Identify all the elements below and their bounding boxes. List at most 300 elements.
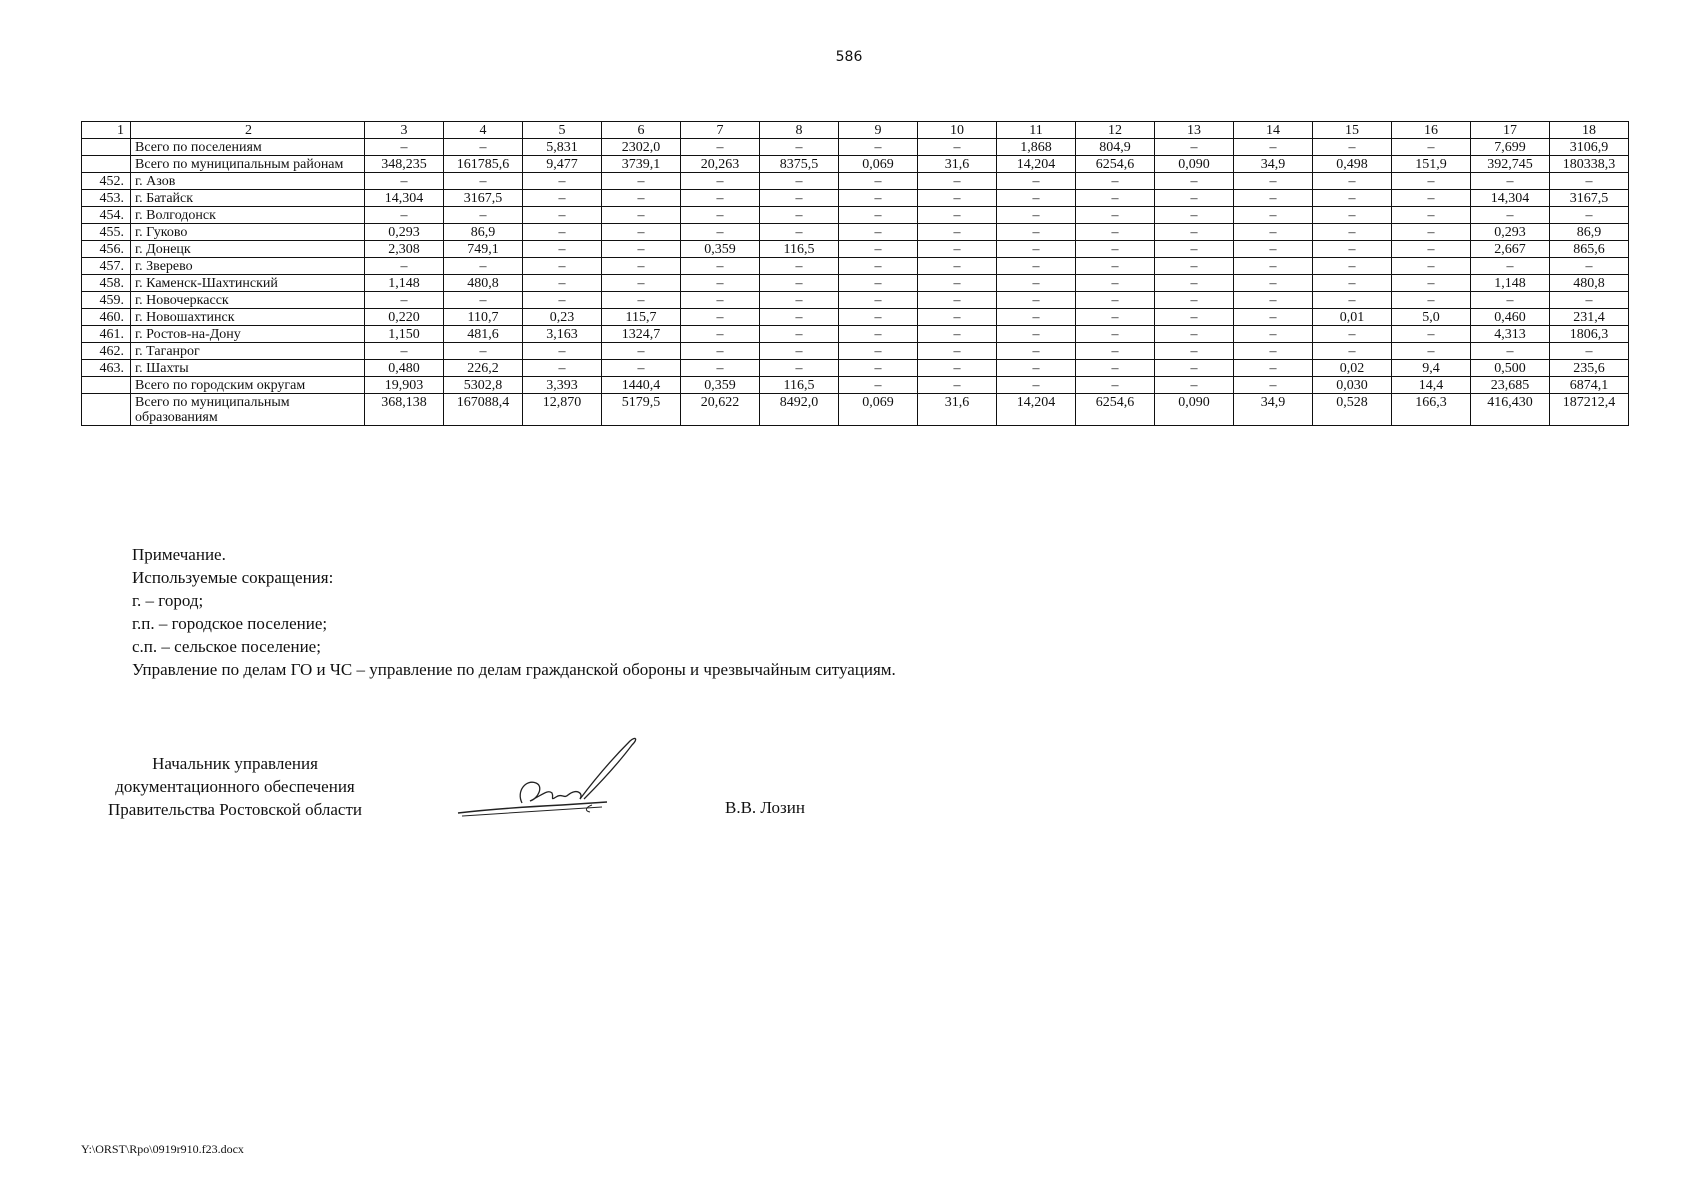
table-cell: – (1392, 207, 1471, 224)
table-cell: – (1234, 309, 1313, 326)
table-row (82, 139, 1629, 156)
table-cell: 480,8 (1550, 275, 1629, 292)
row-number: 456. (82, 241, 131, 258)
table-cell: – (523, 241, 602, 258)
table-cell: – (1234, 190, 1313, 207)
column-number: 10 (918, 122, 997, 139)
table-cell: – (523, 207, 602, 224)
table-cell: – (1234, 224, 1313, 241)
table-cell: 0,359 (681, 377, 760, 394)
table-cell: – (681, 224, 760, 241)
table-cell: – (839, 173, 918, 190)
table-cell: – (839, 292, 918, 309)
row-name: г. Новочеркасск (131, 292, 365, 309)
table-cell: – (1313, 139, 1392, 156)
table-cell: – (1471, 343, 1550, 360)
table-cell: – (1076, 207, 1155, 224)
table-cell: 3739,1 (602, 156, 681, 173)
table-cell: 226,2 (444, 360, 523, 377)
column-number: 6 (602, 122, 681, 139)
table-cell: – (760, 139, 839, 156)
table-cell: 392,745 (1471, 156, 1550, 173)
table-cell: – (1234, 343, 1313, 360)
row-name: Всего по муниципальным образованиям (131, 394, 365, 426)
table-row (82, 258, 1629, 275)
column-number: 4 (444, 122, 523, 139)
table-cell: – (1392, 139, 1471, 156)
table-cell: – (997, 190, 1076, 207)
column-number: 17 (1471, 122, 1550, 139)
column-number: 16 (1392, 122, 1471, 139)
table-cell: – (997, 309, 1076, 326)
table-cell: – (839, 258, 918, 275)
table-cell: – (997, 241, 1076, 258)
table-cell: – (918, 275, 997, 292)
row-name: г. Азов (131, 173, 365, 190)
table-cell: – (1313, 207, 1392, 224)
signatory-title-line: Правительства Ростовской области (108, 800, 362, 819)
table-cell: 19,903 (365, 377, 444, 394)
column-number: 12 (1076, 122, 1155, 139)
table-cell: – (760, 343, 839, 360)
table-cell: 0,090 (1155, 156, 1234, 173)
signer-name: В.В. Лозин (725, 798, 805, 817)
row-number: 462. (82, 343, 131, 360)
table-row (82, 275, 1629, 292)
table-cell: – (997, 258, 1076, 275)
table-cell: – (918, 139, 997, 156)
table-cell: 2302,0 (602, 139, 681, 156)
table-row (82, 241, 1629, 258)
table-cell: – (1471, 258, 1550, 275)
table-cell: – (1155, 326, 1234, 343)
table-cell: – (1392, 292, 1471, 309)
table-cell: – (1313, 275, 1392, 292)
notes-line: Управление по делам ГО и ЧС – управление по делам гражданской обороны и чрезвычайным ситуациям. (132, 660, 896, 679)
table-cell: – (1076, 360, 1155, 377)
table-cell: – (602, 241, 681, 258)
table-cell: 235,6 (1550, 360, 1629, 377)
table-cell: – (760, 292, 839, 309)
table-cell: – (365, 207, 444, 224)
column-number: 13 (1155, 122, 1234, 139)
row-name: г. Новошахтинск (131, 309, 365, 326)
table-cell: – (1234, 275, 1313, 292)
table-cell: 2,308 (365, 241, 444, 258)
table-cell: 86,9 (1550, 224, 1629, 241)
table-row (82, 292, 1629, 309)
row-number (82, 139, 131, 156)
table-cell: – (997, 173, 1076, 190)
table-cell: 481,6 (444, 326, 523, 343)
table-cell: – (1234, 292, 1313, 309)
table-row (82, 343, 1629, 360)
table-cell: – (1155, 173, 1234, 190)
table-cell: – (918, 173, 997, 190)
table-cell: – (681, 343, 760, 360)
table-row (82, 360, 1629, 377)
table-cell: – (1234, 258, 1313, 275)
table-cell: 14,204 (997, 394, 1076, 426)
table-cell: 5179,5 (602, 394, 681, 426)
row-name: г. Таганрог (131, 343, 365, 360)
table-cell: 1,148 (365, 275, 444, 292)
table-cell: – (1234, 139, 1313, 156)
column-number: 18 (1550, 122, 1629, 139)
page-number: 586 (835, 49, 863, 65)
table-cell: 3167,5 (444, 190, 523, 207)
table-cell: – (760, 360, 839, 377)
table-cell: 180338,3 (1550, 156, 1629, 173)
table-cell: – (997, 343, 1076, 360)
table-cell: – (1313, 258, 1392, 275)
table-cell: 7,699 (1471, 139, 1550, 156)
row-number: 457. (82, 258, 131, 275)
table-cell: – (1234, 207, 1313, 224)
table-cell: – (1076, 326, 1155, 343)
table-cell: – (444, 343, 523, 360)
table-cell: 14,304 (365, 190, 444, 207)
table-cell: 865,6 (1550, 241, 1629, 258)
table-cell: 0,293 (365, 224, 444, 241)
table-cell: – (444, 258, 523, 275)
table-cell: – (523, 173, 602, 190)
table-cell: 416,430 (1471, 394, 1550, 426)
column-number: 7 (681, 122, 760, 139)
table-cell: – (918, 326, 997, 343)
table-cell: – (1155, 360, 1234, 377)
table-cell: 1,150 (365, 326, 444, 343)
table-cell: – (602, 173, 681, 190)
table-cell: 6254,6 (1076, 156, 1155, 173)
table-row (82, 190, 1629, 207)
table-cell: – (839, 343, 918, 360)
table-row (82, 326, 1629, 343)
table-cell: – (602, 224, 681, 241)
table-cell: 2,667 (1471, 241, 1550, 258)
column-number: 1 (82, 122, 131, 139)
table-cell: – (997, 326, 1076, 343)
table-cell: – (1234, 377, 1313, 394)
row-name: г. Зверево (131, 258, 365, 275)
notes (132, 543, 896, 681)
table-cell: – (602, 190, 681, 207)
table-cell: – (1550, 173, 1629, 190)
table-cell: – (1076, 377, 1155, 394)
table-cell: – (918, 343, 997, 360)
table-row (82, 207, 1629, 224)
table-cell: 3106,9 (1550, 139, 1629, 156)
table-cell: 231,4 (1550, 309, 1629, 326)
table-cell: – (839, 275, 918, 292)
table-cell: – (1155, 258, 1234, 275)
table-cell: 348,235 (365, 156, 444, 173)
table-cell: 86,9 (444, 224, 523, 241)
notes-line: г. – город; (132, 591, 204, 610)
table-cell: 9,4 (1392, 360, 1471, 377)
table-cell: 20,263 (681, 156, 760, 173)
table-cell: – (1155, 241, 1234, 258)
table-cell: – (997, 360, 1076, 377)
table-cell: 749,1 (444, 241, 523, 258)
table-cell: – (839, 224, 918, 241)
table-cell: – (1313, 292, 1392, 309)
table-cell: 167088,4 (444, 394, 523, 426)
table-cell: – (1392, 343, 1471, 360)
table-row (82, 377, 1629, 394)
table-cell: – (1234, 173, 1313, 190)
table-cell: – (839, 241, 918, 258)
row-number: 459. (82, 292, 131, 309)
table-cell: – (681, 360, 760, 377)
table-cell: – (918, 241, 997, 258)
table-cell: 8492,0 (760, 394, 839, 426)
table-cell: 34,9 (1234, 156, 1313, 173)
row-name: г. Шахты (131, 360, 365, 377)
notes-heading: Примечание. (132, 545, 226, 564)
table-cell: 804,9 (1076, 139, 1155, 156)
row-name: г. Гуково (131, 224, 365, 241)
table-cell: – (602, 275, 681, 292)
table-cell: – (1392, 190, 1471, 207)
table-cell: 0,23 (523, 309, 602, 326)
table-row (82, 156, 1629, 173)
table-cell: – (997, 224, 1076, 241)
table-row (82, 394, 1629, 426)
table-cell: 0,01 (1313, 309, 1392, 326)
row-name: г. Волгодонск (131, 207, 365, 224)
table-cell: 0,090 (1155, 394, 1234, 426)
table-cell: – (365, 258, 444, 275)
row-name: г. Батайск (131, 190, 365, 207)
table-cell: – (839, 207, 918, 224)
table-cell: 1806,3 (1550, 326, 1629, 343)
table-cell: 1440,4 (602, 377, 681, 394)
table-cell: 5302,8 (444, 377, 523, 394)
column-number: 3 (365, 122, 444, 139)
row-number: 458. (82, 275, 131, 292)
table-cell: – (918, 207, 997, 224)
table-cell: – (1550, 207, 1629, 224)
table-cell: 151,9 (1392, 156, 1471, 173)
table-cell: 12,870 (523, 394, 602, 426)
table-cell: 0,498 (1313, 156, 1392, 173)
table-cell: – (1155, 292, 1234, 309)
table-cell: – (997, 292, 1076, 309)
table-cell: – (1471, 173, 1550, 190)
row-number: 461. (82, 326, 131, 343)
table-cell: – (839, 139, 918, 156)
table-cell: 0,293 (1471, 224, 1550, 241)
table-cell: – (1392, 258, 1471, 275)
table-cell: 116,5 (760, 241, 839, 258)
table-header-row (82, 122, 1629, 139)
table-cell: – (1155, 275, 1234, 292)
row-name: г. Ростов-на-Дону (131, 326, 365, 343)
row-number: 454. (82, 207, 131, 224)
row-name: г. Донецк (131, 241, 365, 258)
table-cell: 4,313 (1471, 326, 1550, 343)
table-cell: – (444, 139, 523, 156)
table-cell: – (681, 207, 760, 224)
table-cell: – (918, 224, 997, 241)
table-cell: 20,622 (681, 394, 760, 426)
table-cell: – (1155, 139, 1234, 156)
notes-line: г.п. – городское поселение; (132, 614, 328, 633)
row-name: Всего по городским округам (131, 377, 365, 394)
row-name: г. Каменск-Шахтинский (131, 275, 365, 292)
table-cell: 31,6 (918, 156, 997, 173)
column-number: 5 (523, 122, 602, 139)
table-cell: – (1076, 173, 1155, 190)
table-row (82, 309, 1629, 326)
table-cell: – (1392, 173, 1471, 190)
table-cell: – (760, 207, 839, 224)
row-name: Всего по муниципальным районам (131, 156, 365, 173)
table-cell: 110,7 (444, 309, 523, 326)
table-cell: – (1550, 258, 1629, 275)
table-cell: – (1313, 190, 1392, 207)
table-cell: – (760, 190, 839, 207)
table-cell: – (1313, 343, 1392, 360)
table-cell: – (444, 173, 523, 190)
table-cell: – (681, 275, 760, 292)
table-cell: – (681, 292, 760, 309)
table-cell: 115,7 (602, 309, 681, 326)
table-cell: – (365, 343, 444, 360)
table-cell: – (760, 326, 839, 343)
table-body (82, 122, 1629, 426)
column-number: 11 (997, 122, 1076, 139)
table-cell: 480,8 (444, 275, 523, 292)
table-cell: – (1155, 309, 1234, 326)
handwritten-signature (452, 733, 652, 823)
table-cell: – (760, 309, 839, 326)
table-cell: – (1155, 207, 1234, 224)
column-number: 8 (760, 122, 839, 139)
table-cell: 0,02 (1313, 360, 1392, 377)
table-cell: 0,220 (365, 309, 444, 326)
data-table (81, 121, 1629, 426)
table-cell: – (1234, 360, 1313, 377)
table-cell: – (602, 207, 681, 224)
table-cell: – (1155, 224, 1234, 241)
signatory-title-line: документационного обеспечения (115, 777, 355, 796)
table-cell: – (1076, 190, 1155, 207)
table-cell: – (918, 377, 997, 394)
table-cell: – (681, 139, 760, 156)
table-cell: 34,9 (1234, 394, 1313, 426)
table-cell: – (365, 139, 444, 156)
table-cell: 14,204 (997, 156, 1076, 173)
row-number: 452. (82, 173, 131, 190)
table-cell: – (1076, 309, 1155, 326)
table-cell: – (1392, 326, 1471, 343)
file-path: Y:\ORST\Rpo\0919r910.f23.docx (81, 1142, 244, 1156)
table-cell: – (444, 292, 523, 309)
table-cell: 0,030 (1313, 377, 1392, 394)
table-cell: – (1076, 343, 1155, 360)
table-cell: – (918, 309, 997, 326)
table-row (82, 173, 1629, 190)
table-cell: 5,831 (523, 139, 602, 156)
table-cell: – (760, 173, 839, 190)
notes-line: Используемые сокращения: (132, 568, 334, 587)
table-cell: – (602, 360, 681, 377)
table-cell: 23,685 (1471, 377, 1550, 394)
table-cell: – (1155, 377, 1234, 394)
table-cell: – (997, 275, 1076, 292)
row-number: 463. (82, 360, 131, 377)
table-cell: – (1234, 326, 1313, 343)
table-cell: 0,069 (839, 394, 918, 426)
table-cell: – (523, 360, 602, 377)
table-cell: 0,528 (1313, 394, 1392, 426)
table-row (82, 224, 1629, 241)
table-cell: 0,460 (1471, 309, 1550, 326)
table-cell: – (839, 309, 918, 326)
table-cell: 166,3 (1392, 394, 1471, 426)
table-cell: – (365, 173, 444, 190)
table-cell: – (760, 275, 839, 292)
table-cell: – (839, 326, 918, 343)
table-cell: 6874,1 (1550, 377, 1629, 394)
row-number (82, 394, 131, 426)
table-cell: – (760, 224, 839, 241)
table-cell: – (681, 258, 760, 275)
table-cell: – (1313, 173, 1392, 190)
table-cell: – (1392, 241, 1471, 258)
table-cell: – (760, 258, 839, 275)
row-name: Всего по поселениям (131, 139, 365, 156)
row-number (82, 156, 131, 173)
table-cell: – (1155, 190, 1234, 207)
table-cell: 368,138 (365, 394, 444, 426)
table-cell: – (681, 190, 760, 207)
table-cell: – (602, 343, 681, 360)
table-cell: – (1076, 258, 1155, 275)
table-cell: – (1550, 343, 1629, 360)
table-cell: 5,0 (1392, 309, 1471, 326)
table-cell: 3167,5 (1550, 190, 1629, 207)
table-cell: – (918, 258, 997, 275)
table-cell: 161785,6 (444, 156, 523, 173)
table-cell: – (918, 360, 997, 377)
table-cell: 0,500 (1471, 360, 1550, 377)
table-cell: – (602, 292, 681, 309)
table-cell: – (1076, 275, 1155, 292)
table-cell: – (523, 275, 602, 292)
table-cell: – (1392, 275, 1471, 292)
column-number: 2 (131, 122, 365, 139)
table-cell: – (444, 207, 523, 224)
table-cell: – (1313, 241, 1392, 258)
table-cell: 0,359 (681, 241, 760, 258)
table-cell: 14,4 (1392, 377, 1471, 394)
row-number (82, 377, 131, 394)
table-cell: 1,868 (997, 139, 1076, 156)
table-cell: 31,6 (918, 394, 997, 426)
table-cell: 1,148 (1471, 275, 1550, 292)
table-cell: – (681, 173, 760, 190)
table-cell: – (602, 258, 681, 275)
table-cell: – (839, 360, 918, 377)
table-cell: – (1155, 343, 1234, 360)
table-cell: 187212,4 (1550, 394, 1629, 426)
row-number: 453. (82, 190, 131, 207)
table-cell: – (1313, 326, 1392, 343)
table-cell: – (1076, 224, 1155, 241)
